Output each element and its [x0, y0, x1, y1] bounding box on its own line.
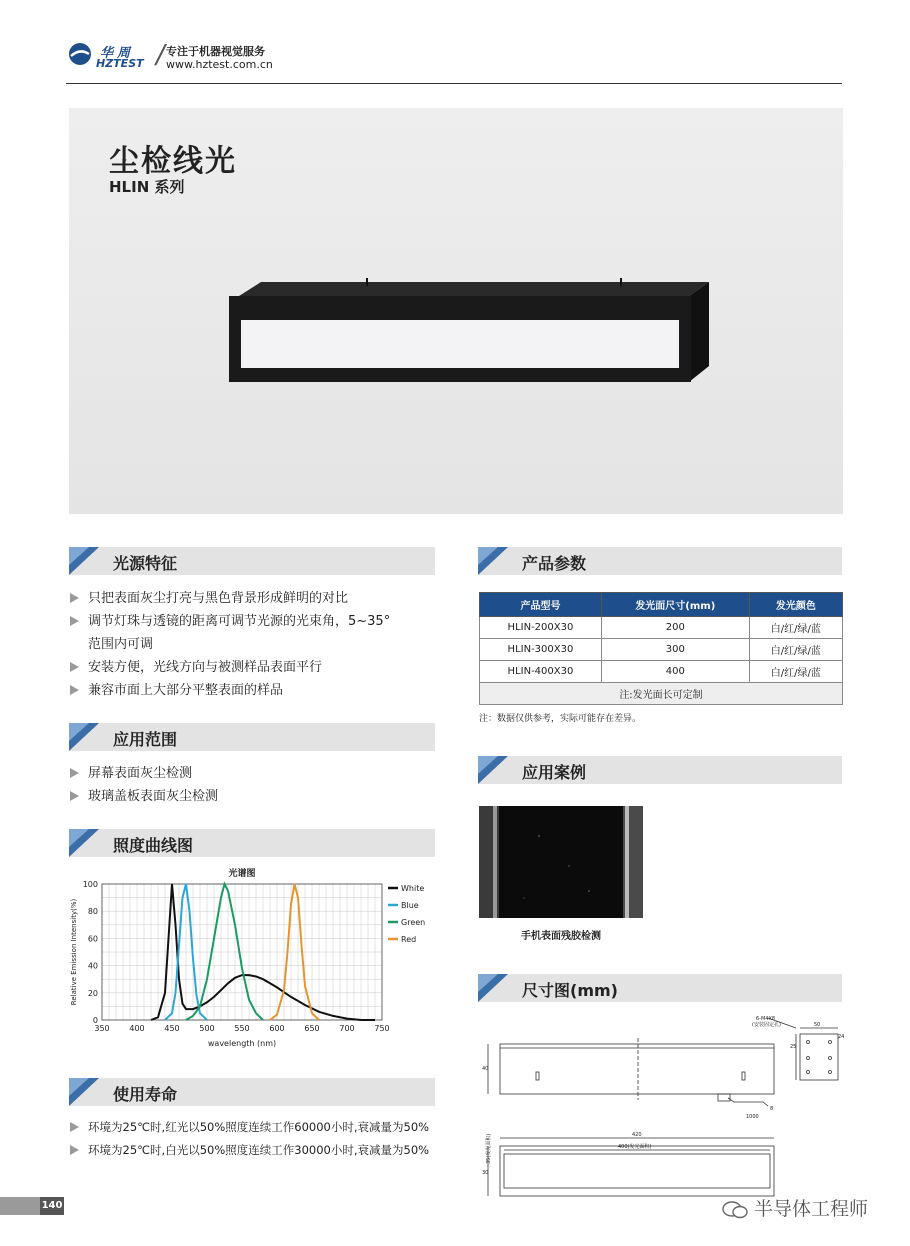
col-header: 发光颜色 — [749, 593, 842, 617]
table-cell: HLIN-200X30 — [480, 617, 602, 639]
watermark-text: 半导体工程师 — [754, 1198, 869, 1220]
section-header-chart — [69, 829, 435, 857]
y-tick-label: 40 — [87, 961, 98, 971]
table-cell: 白/红/绿/蓝 — [749, 617, 842, 639]
table-row — [480, 617, 843, 639]
table-cell: HLIN-400X30 — [480, 661, 602, 683]
dim-label: 8 — [770, 1106, 774, 1112]
dim-label: 24 — [838, 1034, 845, 1040]
x-axis-label: wavelength (nm) — [207, 1039, 277, 1048]
side-view-outline — [800, 1034, 838, 1080]
header-website[interactable]: www.hztest.com.cn — [166, 58, 273, 71]
section-title: 使用寿命 — [113, 1085, 178, 1104]
x-tick-label: 650 — [304, 1024, 320, 1033]
hero-panel — [69, 108, 843, 514]
bullet-arrow-icon — [70, 593, 79, 603]
bottom-view-outline — [500, 1146, 774, 1196]
table-cell: 白/红/绿/蓝 — [749, 661, 842, 683]
y-tick-label: 60 — [87, 934, 98, 944]
dim-label: 25 — [790, 1044, 797, 1050]
section-header-lifetime — [69, 1078, 435, 1106]
x-tick-label: 550 — [234, 1024, 250, 1033]
col-header: 产品型号 — [480, 593, 602, 617]
section-header-dimensions — [478, 974, 842, 1002]
lifetime-list — [70, 1116, 450, 1162]
legend-label: White — [401, 884, 425, 893]
list-item: 环境为25℃时,红光以50%照度连续工作60000小时,衰减量为50% — [70, 1116, 450, 1139]
features-list — [70, 587, 436, 702]
y-tick-label: 100 — [82, 880, 98, 889]
product-title: 尘检线光 — [109, 144, 237, 179]
list-item: 屏幕表面灰尘检测 — [70, 762, 436, 785]
section-header-params — [478, 547, 842, 575]
dim-label: (安装固定孔) — [752, 1022, 781, 1028]
page-number: 140 — [40, 1197, 64, 1215]
section-header-applications — [69, 723, 435, 751]
x-tick-label: 700 — [339, 1024, 355, 1033]
legend-label: Green — [401, 918, 426, 927]
dim-label: 6-M4X8 — [756, 1016, 776, 1022]
section-title: 产品参数 — [522, 554, 587, 573]
dim-label: 40 — [482, 1066, 489, 1072]
list-item-continuation: 范围内可调 — [88, 637, 154, 652]
header-tagline: 专注于机器视觉服务 — [166, 45, 265, 58]
y-axis-label: Relative Emission Intensity(%) — [70, 898, 78, 1006]
hztest-logo-icon — [68, 42, 92, 66]
bullet-arrow-icon — [70, 1145, 79, 1155]
x-tick-label: 450 — [164, 1024, 180, 1033]
dim-label: 50 — [814, 1022, 821, 1028]
section-title: 应用案例 — [522, 763, 587, 782]
x-tick-label: 350 — [94, 1024, 110, 1033]
x-tick-label: 600 — [269, 1024, 285, 1033]
legend-label: Blue — [401, 901, 419, 910]
front-view-outline — [500, 1044, 774, 1094]
section-title: 应用范围 — [113, 730, 178, 749]
table-cell: 白/红/绿/蓝 — [749, 639, 842, 661]
product-series: HLIN 系列 — [109, 178, 185, 196]
dim-label: 400(发光面积) — [618, 1144, 652, 1150]
bullet-arrow-icon — [70, 616, 79, 626]
y-tick-label: 80 — [87, 907, 98, 917]
bullet-arrow-icon — [70, 791, 79, 801]
list-item: 安装方便，光线方向与被测样品表面平行 — [70, 656, 436, 679]
legend-label: Red — [401, 935, 417, 944]
case-photo-image — [479, 806, 643, 918]
table-row — [480, 661, 843, 683]
product-params-table — [479, 592, 843, 705]
table-footer-note: 注:发光面长可定制 — [480, 683, 843, 705]
dim-label: 30 — [482, 1170, 489, 1176]
x-tick-label: 750 — [374, 1024, 390, 1033]
table-cell: HLIN-300X30 — [480, 639, 602, 661]
bullet-arrow-icon — [70, 1122, 79, 1132]
list-item: 环境为25℃时,白光以50%照度连续工作30000小时,衰减量为50% — [70, 1139, 450, 1162]
section-header-features — [69, 547, 435, 575]
params-disclaimer: 注：数据仅供参考，实际可能存在差异。 — [479, 714, 642, 724]
dim-label: 1000 — [746, 1114, 759, 1120]
dim-label: 420 — [632, 1132, 642, 1138]
list-item: 只把表面灰尘打亮与黑色背景形成鲜明的对比 — [70, 587, 436, 610]
table-cell: 200 — [601, 617, 749, 639]
section-title: 光源特征 — [113, 554, 178, 573]
list-item: 调节灯珠与透镜的距离可调节光源的光束角，5~35° 范围内可调 — [70, 610, 436, 656]
x-tick-label: 400 — [129, 1024, 145, 1033]
table-footer-row — [480, 683, 843, 705]
table-header-row — [480, 593, 843, 617]
bullet-arrow-icon — [70, 662, 79, 672]
brand-name-cn: 华周 — [100, 46, 135, 61]
case-caption: 手机表面残胶检测 — [521, 931, 601, 942]
brand-name-en: HZTEST — [96, 57, 144, 70]
page-header — [66, 40, 842, 84]
dimension-drawing — [478, 1008, 845, 1208]
chart-title: 光谱图 — [228, 869, 256, 879]
section-title: 尺寸图(mm) — [522, 981, 618, 1000]
y-tick-label: 0 — [92, 1016, 98, 1025]
table-cell: 300 — [601, 639, 749, 661]
list-item: 玻璃盖板表面灰尘检测 — [70, 785, 436, 808]
col-header: 发光面尺寸(mm) — [601, 593, 749, 617]
header-divider: / — [156, 40, 165, 70]
list-item: 兼容市面上大部分平整表面的样品 — [70, 679, 436, 702]
bullet-arrow-icon — [70, 768, 79, 778]
table-row — [480, 639, 843, 661]
y-tick-label: 20 — [87, 988, 98, 998]
dim-label: 35(发光面积) — [486, 1133, 492, 1164]
watermark — [722, 1194, 868, 1221]
table-cell: 400 — [601, 661, 749, 683]
line-light-product-image — [219, 274, 719, 384]
wechat-icon — [722, 1200, 748, 1220]
section-header-cases — [478, 756, 842, 784]
x-tick-label: 500 — [199, 1024, 215, 1033]
applications-list — [70, 762, 436, 808]
spectrum-chart — [66, 862, 436, 1058]
bullet-arrow-icon — [70, 685, 79, 695]
section-title: 照度曲线图 — [113, 836, 194, 855]
